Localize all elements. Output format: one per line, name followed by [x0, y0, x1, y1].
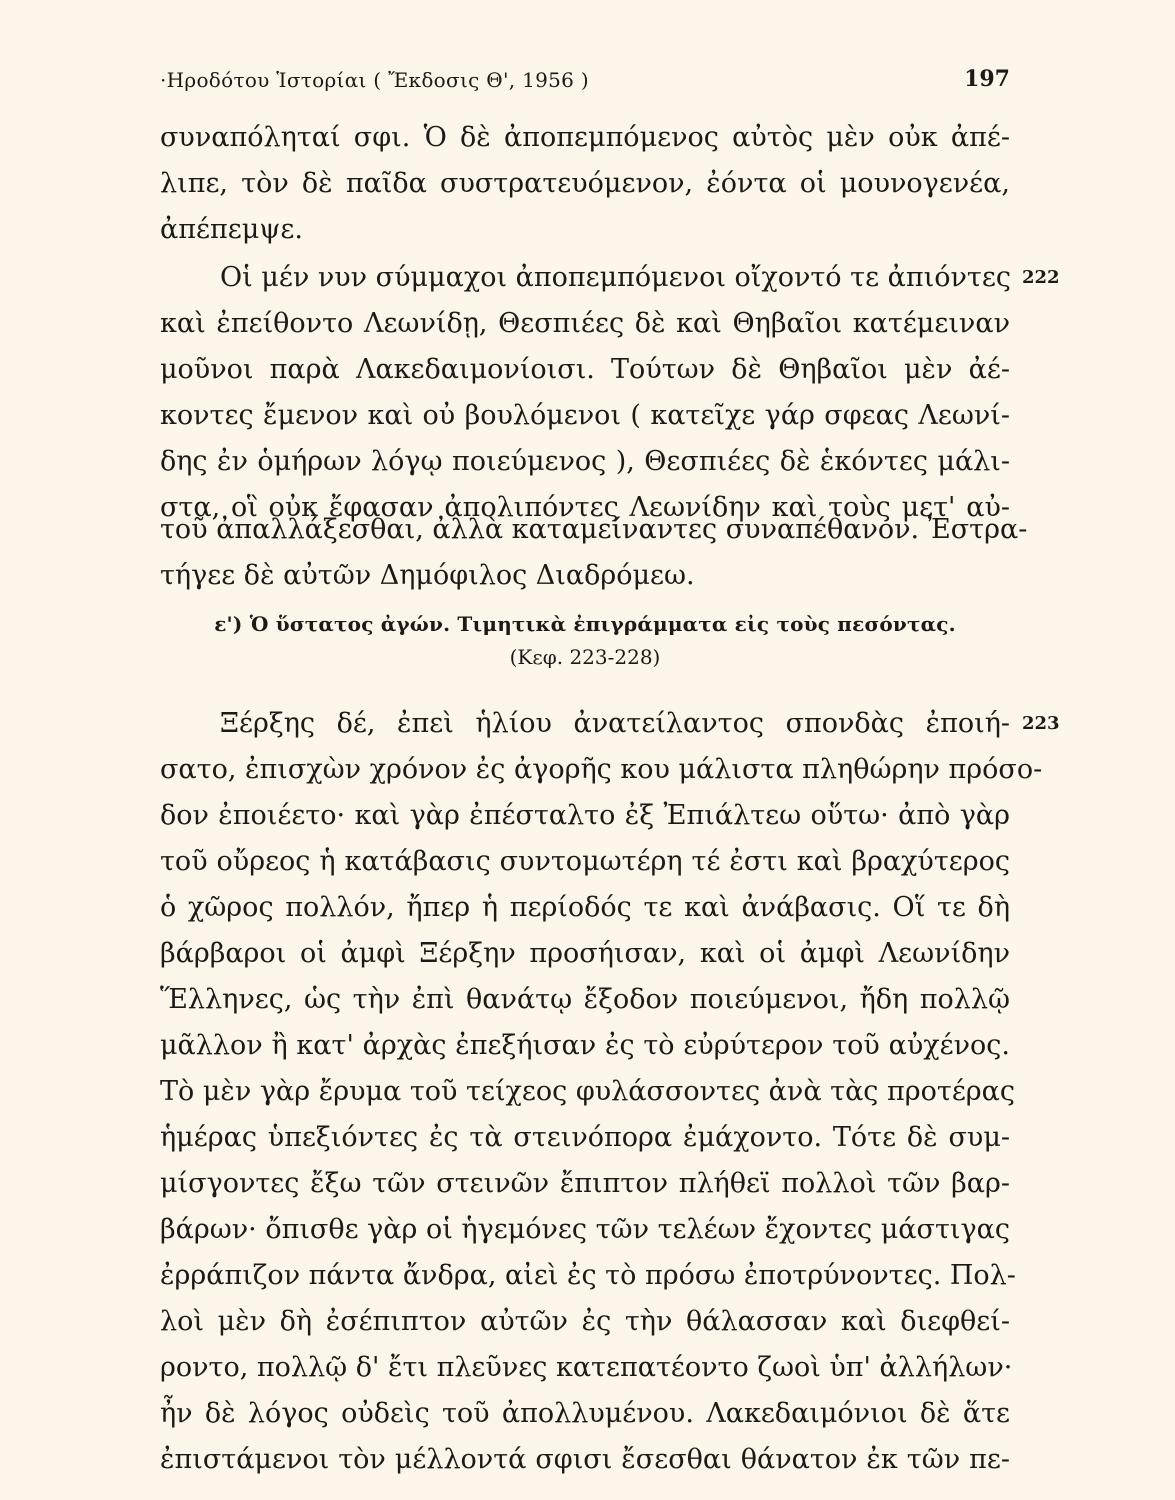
text-line: συναπόληταί σφι. Ὁ δὲ ἀποπεμπόμενος αὐτὸς μὲν οὐκ ἀπέ- [160, 122, 1010, 153]
text-line: ἀπέπεμψε. [160, 214, 303, 245]
text-line: στα, οἳ οὐκ ἔφασαν ἀπολιπόντες Λεωνίδην καὶ τοὺς μετ' αὐ- [160, 492, 1010, 523]
text-line: σατο, ἐπισχὼν χρόνον ἐς ἀγορῆς κου μάλιστα πληθώρην πρόσο- [160, 754, 1043, 785]
text-line: κοντες ἔμενον καὶ οὐ βουλόμενοι ( κατεῖχε γάρ σφεας Λεωνί- [160, 400, 1010, 431]
text-line: λιπε, τὸν δὲ παῖδα συστρατευόμενον, ἐόντα οἱ μουνογενέα, [160, 168, 1010, 199]
text-line: Ξέρξης δέ, ἐπεὶ ἡλίου ἀνατείλαντος σπονδὰς ἐποιή- [220, 708, 1010, 739]
text-line: ἐπιστάμενοι τὸν μέλλοντά σφισι ἔσεσθαι θάνατον ἐκ τῶν πε- [160, 1444, 1010, 1475]
text-line: Τὸ μὲν γὰρ ἔρυμα τοῦ τείχεος φυλάσσοντες ἀνὰ τὰς προτέρας [160, 1076, 1016, 1107]
section-title: ε') Ὁ ὕστατος ἀγών. Τιμητικὰ ἐπιγράμματα εἰς τοὺς πεσόντας. [214, 612, 956, 636]
text-line: ὁ χῶρος πολλόν, ἤπερ ἡ περίοδός τε καὶ ἀνάβασις. Οἵ τε δὴ [160, 892, 1010, 923]
text-line: Ἕλληνες, ὡς τὴν ἐπὶ θανάτῳ ἔξοδον ποιεύμενοι, ἤδη πολλῷ [160, 984, 1010, 1015]
running-header [160, 62, 1010, 98]
page-number: 197 [964, 66, 1010, 92]
text-line: μίσγοντες ἔξω τῶν στεινῶν ἔπιπτον πλήθεϊ πολλοὶ τῶν βαρ- [160, 1168, 1010, 1199]
text-line: τήγεε δὲ αὐτῶν Δημόφιλος Διαδρόμεω. [160, 560, 695, 591]
text-line: Οἱ μέν νυν σύμμαχοι ἀποπεμπόμενοι οἴχοντό τε ἀπιόντες [220, 262, 1011, 293]
text-line: καὶ ἐπείθοντο Λεωνίδῃ, Θεσπιέες δὲ καὶ Θηβαῖοι κατέμειναν [160, 308, 1010, 339]
margin-chapter-number: 222 [1022, 267, 1060, 288]
text-line: βάρων· ὄπισθε γὰρ οἱ ἡγεμόνες τῶν τελέων ἔχοντες μάστιγας [160, 1214, 1010, 1245]
text-line: δον ἐποιέετο· καὶ γὰρ ἐπέσταλτο ἐξ Ἐπιάλτεω οὕτω· ἀπὸ γὰρ [160, 800, 1010, 831]
text-line: δης ἐν ὁμήρων λόγῳ ποιεύμενος ), Θεσπιέες δὲ ἑκόντες μάλι- [160, 446, 1010, 477]
text-line: μᾶλλον ἢ κατ' ἀρχὰς ἐπεξήισαν ἐς τὸ εὐρύτερον τοῦ αὐχένος. [160, 1030, 1010, 1061]
text-line: λοὶ μὲν δὴ ἐσέπιπτον αὐτῶν ἐς τὴν θάλασσαν καὶ διεφθεί- [160, 1306, 1010, 1337]
text-line: ροντο, πολλῷ δ' ἔτι πλεῦνες κατεπατέοντο ζωοὶ ὑπ' ἀλλήλων· [160, 1352, 1013, 1383]
text-line: τοῦ ἀπαλλάξεσθαι, ἀλλὰ καταμείναντες συναπέθανον. Ἐστρα- [160, 514, 1028, 545]
text-line: ἡμέρας ὑπεξιόντες ἐς τὰ στεινόπορα ἐμάχοντο. Τότε δὲ συμ- [160, 1122, 1010, 1153]
text-line: μοῦνοι παρὰ Λακεδαιμονίοισι. Τούτων δὲ Θηβαῖοι μὲν ἀέ- [160, 354, 1010, 385]
text-line: τοῦ οὔρεος ἡ κατάβασις συντομωτέρη τέ ἐστι καὶ βραχύτερος [160, 846, 1010, 877]
section-chapters: (Κεφ. 223-228) [509, 645, 661, 669]
margin-chapter-number: 223 [1022, 713, 1060, 734]
header-title: ·Ηροδότου Ἱστορίαι ( Ἔκδοσις Θ', 1956 ) [160, 68, 589, 92]
text-line: ἐρράπιζον πάντα ἄνδρα, αἰεὶ ἐς τὸ πρόσω ἐποτρύνοντες. Πολ- [160, 1260, 1016, 1291]
text-line: βάρβαροι οἱ ἀμφὶ Ξέρξην προσήισαν, καὶ οἱ ἀμφὶ Λεωνίδην [160, 938, 1010, 969]
text-line: ἦν δὲ λόγος οὐδεὶς τοῦ ἀπολλυμένου. Λακεδαιμόνιοι δὲ ἅτε [160, 1398, 1010, 1429]
